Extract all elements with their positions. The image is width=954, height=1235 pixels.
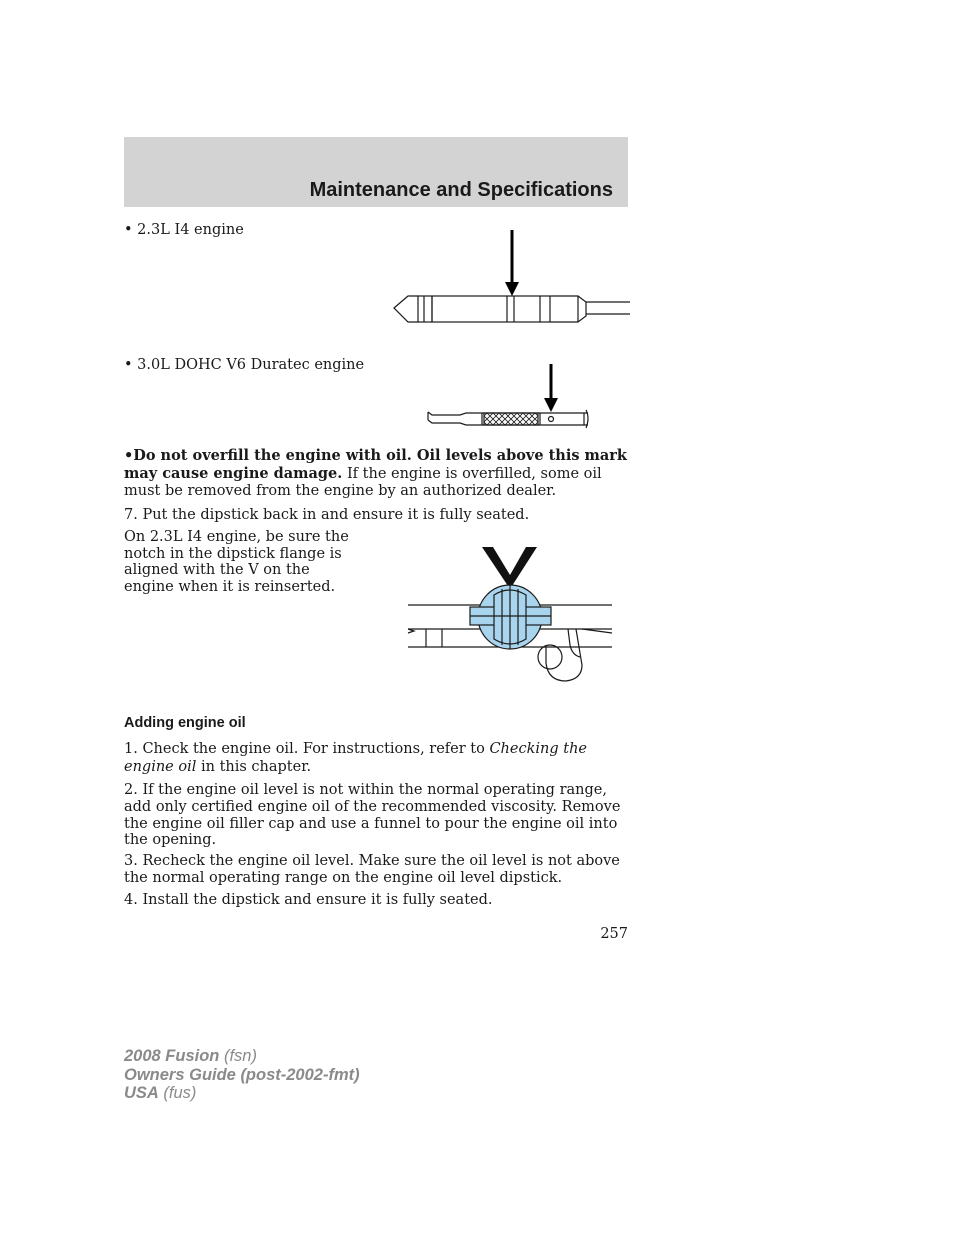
add-oil-step-2: 2. If the engine oil level is not within the normal operating range, add only certified engine oil of the recommended viscosity. Remove the engine oil filler cap and use a funnel to pour the engine oil into the opening. xyxy=(124,782,621,849)
list-item xyxy=(124,357,364,374)
footer-model-code: (fsn) xyxy=(219,1047,257,1065)
footer-market: USA xyxy=(124,1084,159,1102)
warning-text: If the engine is overfilled, some oil must be removed from the engine by an authorized dealer. xyxy=(124,466,602,499)
step-1-text: 1. Check the engine oil. For instructions, refer to xyxy=(124,741,490,757)
step-7: 7. Put the dipstick back in and ensure it is fully seated. xyxy=(124,507,530,523)
add-oil-step-4: 4. Install the dipstick and ensure it is fully seated. xyxy=(124,892,493,908)
page-title: Maintenance and Specifications xyxy=(309,179,613,201)
level-arrow-icon xyxy=(505,230,519,296)
footer-market-code: (fus) xyxy=(158,1084,197,1102)
flange-alignment-illustration xyxy=(406,545,616,685)
document-footer xyxy=(124,1047,360,1103)
page-number: 257 xyxy=(600,926,628,942)
dipstick-flange xyxy=(470,585,551,649)
dipstick-3-0l-drawing xyxy=(428,410,588,428)
list-item xyxy=(124,222,244,239)
add-oil-step-3: 3. Recheck the engine oil level. Make sure the oil level is not above the normal operating range on the engine oil level dipstick. xyxy=(124,853,620,886)
engine-label: 3.0L DOHC V6 Duratec engine xyxy=(137,357,365,373)
warning-bold: •Do not overfill the engine with oil. Oil levels above this mark may cause engine damage. xyxy=(124,447,627,482)
footer-model: 2008 Fusion xyxy=(124,1047,220,1065)
footer-line-2 xyxy=(124,1066,360,1085)
dipstick-2-3l-drawing xyxy=(394,296,630,322)
dipstick-2-3l-illustration xyxy=(390,228,630,328)
step-1-reference: Checking the engine oil xyxy=(124,741,587,775)
bullet: • xyxy=(124,357,133,373)
dipstick-3-0l-illustration xyxy=(424,362,594,432)
v-mark-icon xyxy=(482,547,537,589)
footer-line-3 xyxy=(124,1084,360,1103)
add-oil-step-1 xyxy=(124,740,628,776)
section-heading: Adding engine oil xyxy=(124,715,246,731)
footer-line-1 xyxy=(124,1047,360,1066)
level-arrow-icon xyxy=(544,364,558,412)
engine-label: 2.3L I4 engine xyxy=(137,222,244,238)
header-band xyxy=(124,137,628,207)
overfill-warning xyxy=(124,447,628,500)
step-1-text-end: in this chapter. xyxy=(196,759,312,775)
footer-guide: Owners Guide (post-2002-fmt) xyxy=(124,1065,360,1084)
bullet: • xyxy=(124,222,133,238)
notch-note: On 2.3L I4 engine, be sure the notch in the dipstick flange is aligned with the V on the engine when it is reinserted. xyxy=(124,529,349,595)
